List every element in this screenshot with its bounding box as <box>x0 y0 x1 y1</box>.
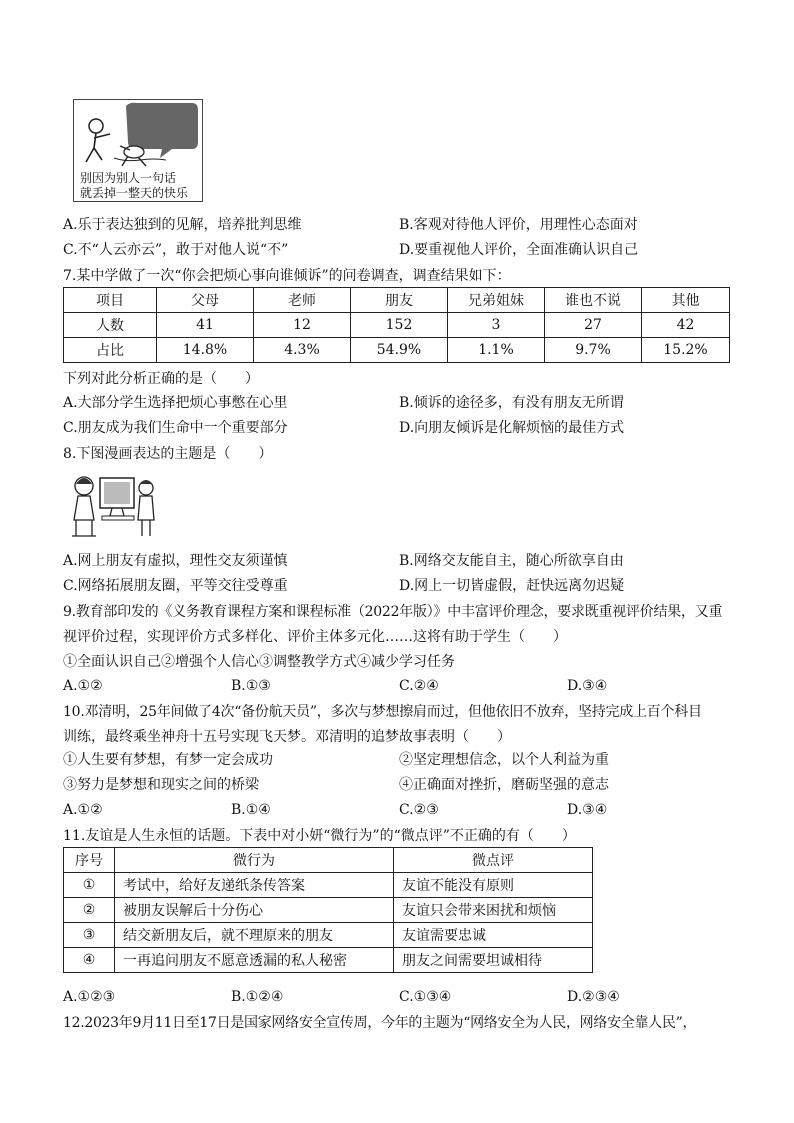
q11-cell: ② <box>64 898 115 923</box>
q11-option-b[interactable]: B.①②④ <box>231 989 284 1005</box>
q9-items: ①全面认识自己②增强个人信心③调整教学方式④减少学习任务 <box>63 654 455 670</box>
q7-ratio-cell: 4.3% <box>254 338 351 363</box>
q8-option-d[interactable]: D.网上一切皆虚假，赶快远离勿迟疑 <box>399 578 625 594</box>
q10-item-4: ④正确面对挫折，磨砺坚强的意志 <box>399 777 609 793</box>
q7-options-row-2 <box>63 418 743 438</box>
q8-option-a[interactable]: A.网上朋友有虚拟，理性交友须谨慎 <box>63 553 288 569</box>
q7-header-cell: 谁也不说 <box>545 288 642 313</box>
q7-ratio-cell: 1.1% <box>448 338 545 363</box>
table-row <box>64 898 593 923</box>
q11-behavior-table <box>63 847 593 973</box>
table-row <box>64 923 593 948</box>
q8-option-c[interactable]: C.网络拓展朋友圈，平等交往受尊重 <box>63 578 288 594</box>
q6-option-d[interactable]: D.要重视他人评价，全面准确认识自己 <box>399 242 639 258</box>
q10-stem-line-1: 10.邓清明，25年间做了4次“备份航天员”，多次与梦想擦肩而过，但他依旧不放弃，坚持完成上百个科目 <box>63 704 702 720</box>
q7-ratio-cell: 15.2% <box>642 338 730 363</box>
q8-option-b[interactable]: B.网络交友能自主，随心所欲享自由 <box>399 553 624 569</box>
q11-header-cell: 微点评 <box>394 848 593 873</box>
q11-cell: ④ <box>64 948 115 973</box>
q11-option-d[interactable]: D.②③④ <box>567 989 620 1005</box>
q11-stem: 11.友谊是人生永恒的话题。下表中对小妍“微行为”的“微点评”不正确的有（ ） <box>63 828 576 844</box>
q6-options-row-1 <box>63 215 743 235</box>
q11-header-cell: 序号 <box>64 848 115 873</box>
q6-cartoon-caption-1: 别因为别人一句话 <box>80 171 177 185</box>
q7-count-cell: 27 <box>545 313 642 338</box>
q7-table-header-row <box>64 288 730 313</box>
q9-options-row <box>63 676 743 696</box>
q7-option-b[interactable]: B.倾诉的途径多，有没有朋友无所谓 <box>399 395 624 411</box>
q11-cell: 朋友之间需要坦诚相待 <box>394 948 593 973</box>
q10-stem-line-2: 训练，最终乘坐神舟十五号实现飞天梦。邓清明的追梦故事表明（ ） <box>63 729 511 745</box>
q7-header-cell: 其他 <box>642 288 730 313</box>
q9-stem-line-1: 9.教育部印发的《义务教育课程方案和课程标准（2022年版）》中丰富评价理念，要求既重视评价结果，又重 <box>63 604 723 620</box>
q7-count-cell: 人数 <box>64 313 157 338</box>
q9-option-a[interactable]: A.①② <box>63 678 103 694</box>
q11-options-row <box>63 987 743 1007</box>
q7-ratio-cell: 14.8% <box>157 338 254 363</box>
q7-table-ratio-row <box>64 338 730 363</box>
q10-item-2: ②坚定理想信念，以个人利益为重 <box>399 752 609 768</box>
q9-option-c[interactable]: C.②④ <box>399 678 439 694</box>
q10-options-row <box>63 800 743 820</box>
q11-cell: ③ <box>64 923 115 948</box>
q7-count-cell: 42 <box>642 313 730 338</box>
table-row <box>64 948 593 973</box>
q11-cell: 被朋友误解后十分伤心 <box>115 898 394 923</box>
q7-survey-table <box>63 287 730 363</box>
online-friend-cartoon-icon <box>66 472 166 542</box>
q7-header-cell: 父母 <box>157 288 254 313</box>
quarrel-cartoon-icon <box>74 100 202 170</box>
q7-header-cell: 兄弟姐妹 <box>448 288 545 313</box>
q6-cartoon <box>73 99 203 202</box>
q11-cell: 一再追问朋友不愿意透漏的私人秘密 <box>115 948 394 973</box>
q10-item-1: ①人生要有梦想，有梦一定会成功 <box>63 752 273 768</box>
q11-header-cell: 微行为 <box>115 848 394 873</box>
table-row <box>64 873 593 898</box>
q7-count-cell: 152 <box>351 313 448 338</box>
q7-options-row-1 <box>63 393 743 413</box>
q7-table-count-row <box>64 313 730 338</box>
q10-option-c[interactable]: C.②③ <box>399 802 439 818</box>
q10-option-d[interactable]: D.③④ <box>567 802 608 818</box>
q7-count-cell: 3 <box>448 313 545 338</box>
q6-option-c[interactable]: C.不“人云亦云”，敢于对他人说“不” <box>63 242 289 258</box>
q7-count-cell: 12 <box>254 313 351 338</box>
q7-header-cell: 老师 <box>254 288 351 313</box>
q7-stem: 7.某中学做了一次“你会把烦心事向谁倾诉”的问卷调查，调查结果如下： <box>63 268 511 284</box>
q7-count-cell: 41 <box>157 313 254 338</box>
q6-option-a[interactable]: A.乐于表达独到的见解，培养批判思维 <box>63 217 302 233</box>
q10-option-b[interactable]: B.①④ <box>231 802 271 818</box>
q7-ratio-cell: 占比 <box>64 338 157 363</box>
q8-options-row-1 <box>63 551 743 571</box>
q6-option-b[interactable]: B.客观对待他人评价，用理性心态面对 <box>399 217 638 233</box>
q7-option-a[interactable]: A.大部分学生选择把烦心事憋在心里 <box>63 395 288 411</box>
q9-stem-line-2: 视评价过程，实现评价方式多样化、评价主体多元化……这将有助于学生（ ） <box>63 629 567 645</box>
q7-option-c[interactable]: C.朋友成为我们生命中一个重要部分 <box>63 420 288 436</box>
q11-option-a[interactable]: A.①②③ <box>63 989 116 1005</box>
q12-stem: 12.2023年9月11日至17日是国家网络安全宣传周，今年的主题为“网络安全为人民，网络安全靠人民”， <box>63 1015 697 1031</box>
q11-cell: 考试中，给好友递纸条传答案 <box>115 873 394 898</box>
q10-option-a[interactable]: A.①② <box>63 802 103 818</box>
q6-options-row-2 <box>63 240 743 260</box>
q7-header-cell: 项目 <box>64 288 157 313</box>
q7-header-cell: 朋友 <box>351 288 448 313</box>
q11-cell: 友谊只会带来困扰和烦恼 <box>394 898 593 923</box>
q7-ratio-cell: 9.7% <box>545 338 642 363</box>
q11-cell: ① <box>64 873 115 898</box>
q11-cell: 结交新朋友后，就不理原来的朋友 <box>115 923 394 948</box>
q9-option-d[interactable]: D.③④ <box>567 678 608 694</box>
q11-table-header-row <box>64 848 593 873</box>
q9-option-b[interactable]: B.①③ <box>231 678 271 694</box>
q11-option-c[interactable]: C.①③④ <box>399 989 452 1005</box>
q10-item-3: ③努力是梦想和现实之间的桥梁 <box>63 777 259 793</box>
q7-question: 下列对此分析正确的是（ ） <box>63 371 259 387</box>
q10-items-row-2 <box>63 775 743 795</box>
q11-cell: 友谊需要忠诚 <box>394 923 593 948</box>
q8-stem: 8.下图漫画表达的主题是（ ） <box>63 446 273 462</box>
q11-cell: 友谊不能没有原则 <box>394 873 593 898</box>
q6-cartoon-caption-2: 就丢掉一整天的快乐 <box>80 186 189 200</box>
q8-options-row-2 <box>63 576 743 596</box>
q7-ratio-cell: 54.9% <box>351 338 448 363</box>
q10-items-row-1 <box>63 750 743 770</box>
q7-option-d[interactable]: D.向朋友倾诉是化解烦恼的最佳方式 <box>399 420 625 436</box>
